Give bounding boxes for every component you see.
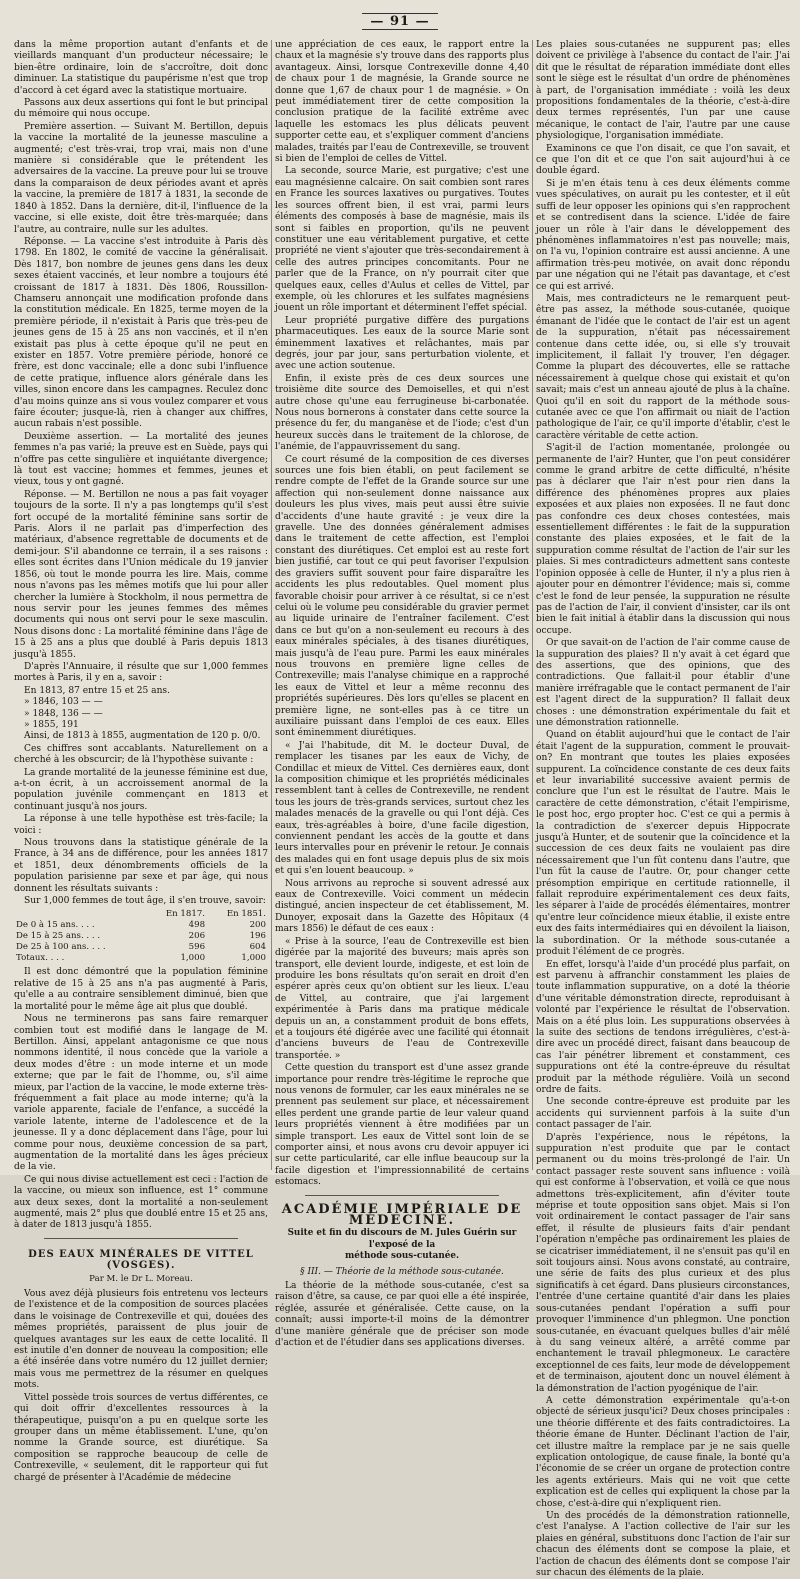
academy-subtitle: Suite et fin du discours de M. Jules Guérin sur l'exposé de la méthode sous-cutanée. (287, 1228, 517, 1262)
paragraph: Nous ne terminerons pas sans faire remarquer combien tout est modifié dans le langage de M. Bertillon. Ainsi, appelant antagonisme ce que nous nommons identité, il nous concède que la variole a deux modes d'être : un mode interne et un mode externe; que par le fait de l'homme, ou, s'il aime mieux, par l'action de la vaccine, le mode externe très-fréquemment a fait place au mode interne; qu'à la variole apparente, faciale de l'enfance, a succédé la variole latente, interne de l'adolescence et de la jeunesse. Il y a donc déplacement dans l'âge, pour lui comme pour nous, deuxième concession de sa part, augmentation de la mortalité dans les âges précieux de la vie. (14, 1014, 268, 1173)
paragraph: Sur 1,000 femmes de tout âge, il s'en trouve, savoir: (24, 896, 266, 907)
paragraph: Quand on établit aujourd'hui que le contact de l'air était l'agent de la suppuration, comment le prouvait-on? En montrant que toutes les plaies exposées suppurent. La coïncidence constante de ces deux faits et leur invariabilité successive avaient permis de conclure que l'un est le résultat de l'autre. Mais le caractère de cette démonstration, c'était l'empirisme, le post hoc, ergo propter hoc. C'est ce qui a permis à la contradiction de s'exercer depuis Hippocrate jusqu'à Hunter, et de soutenir que la coïncidence et la succession de ces deux faits ne voulaient pas dire nécessairement que l'un fût contenu dans l'autre, que l'un fût la cause de l'autre. Or, pour changer cette présomption empirique en certitude rationnelle, il fallait reproduire expérimentalement ces deux faits, les séparer à l'aide de procédés élémentaires, montrer qu'entre leur coïncidence mieux établie, il existe entre eux des faits intermédiaires qui en dévoilent la liaison, la subordination. Or la méthode sous-cutanée a produit l'élément de ce progrès. (536, 730, 790, 958)
paragraph: une appréciation de ces eaux, le rapport entre la chaux et la magnésie s'y trouve dans des rapports plus avantageux. Ainsi, lorsque Contrexeville donne 4,40 de chaux pour 1 de magnésie, la Grande source ne donne que 1,67 de chaux pour 1 de magnésie. » On peut immédiatement tirer de cette composition la conclusion pratique de la facilité extrême avec laquelle les estomacs les plus délicats peuvent supporter cette eau, et s'expliquer comment d'anciens malades, traités par l'eau de Contrexeville, se trouvent si bien de l'emploi de celles de Vittel. (275, 40, 529, 165)
paragraph: A cette démonstration expérimentale qu'a-t-on objecté de sérieux jusqu'ici? Deux choses principales : une théorie différente et des faits contradictoires. La théorie émane de Hunter. Déclinant l'action de l'air, cet illustre maître la remplace par je ne sais quelle explication ontologique, de cause finale, la bonté qu'a l'économie de se créer un organe de protection contre les agents extérieurs. Mais qui ne voit que cette explication est de celles qui expliquent la chose par la chose, c'est-à-dire qui n'expliquent rien. (536, 1395, 790, 1509)
paragraph: D'après l'expérience, nous le répétons, la suppuration n'est produite que par le contact permanent ou du moins très-prolongé de l'air. Un contact passager reste souvent sans influence : voilà qui est conforme à l'observation, et voilà ce que nous admettons très-explicitement, afin d'éviter toute méprise et toute opposition sans objet. Mais si l'on voit ordinairement le contact passager de l'air sans effet, il résulte de plusieurs faits d'air pendant l'opération n'empêche pas ordinairement les plaies de se cicatriser immédiatement, il ne s'ensuit pas qu'il en soit toujours ainsi. Nous avons constaté, au contraire, une série de faits des plus curieux et des plus significatifs à cet égard. Dans plusieurs circonstances, l'entrée d'une certaine quantité d'air dans les plaies sous-cutanées pendant l'opération a suffi pour provoquer l'imminence d'un phlegmon. Une ponction sous-cutanée, en évacuant quelques bulles d'air mêlé à du sang veineux altéré, a arrêté comme par enchantement le travail phlegmoneux. Le caractère exceptionnel de ces faits, leur mode de développement et de terminaison, ajoutent donc un nouvel élément à la démonstration de l'action pyogénique de l'air. (536, 1132, 790, 1394)
table-total-row: Totaux. . . . 1,000 1,000 (16, 953, 266, 964)
paragraph: Vous avez déjà plusieurs fois entretenu vos lecteurs de l'existence et de la composition de sources placées dans le voisinage de Contrexeville et qui, douées des mêmes propriétés, paraissent de plus jouir de quelques avantages sur les eaux de cette localité. Il est inutile d'en donner de nouveau la composition; elle a été insérée dans votre numéro du 12 juillet dernier; mais vous me permettrez de la résumer en quelques mots. (14, 1289, 268, 1391)
paragraph: Enfin, il existe près de ces deux sources une troisième dite source des Demoiselles, et qui n'est autre chose qu'une eau ferrugineuse bi-carbonatée. Nous nous bornerons à constater dans cette source la présence du fer, du manganèse et de l'iode; c'est d'un heureux succès dans le traitement de la chlorose, de l'anémie, de l'appauvrissement du sang. (275, 373, 529, 453)
paragraph: Examinons ce que l'on disait, ce que l'on savait, et ce que l'on dit et ce que l'on sait aujourd'hui à ce double égard. (536, 143, 790, 177)
paragraph: Ce court résumé de la composition de ces diverses sources une fois bien établi, on peut facilement se rendre compte de l'effet de la Grande source sur une affection qui non-seulement donne naissance aux douleurs les plus vives, mais peut aussi être suivie d'accidents d'une haute gravité : je veux dire la gravelle. Une des données généralement admises dans le traitement de cette affection, est l'emploi constant des diurétiques. Cet emploi est au reste fort bien justifié, car tout ce qui peut favoriser l'expulsion des graviers suffit souvent pour faire disparaître les accidents les plus redoutables. Quel moment plus favorable choisir pour arriver à ce résultat, si ce n'est celui où le volume peu considérable du gravier permet au liquide urinaire de l'entraîner facilement. C'est dans ce but qu'on a non-seulement eu recours à des eaux minérales spéciales, à des tisanes diurétiques, mais jusqu'à de l'eau pure. Parmi les eaux minérales nous trouvons en première ligne celles de Contrexeville; mais l'analyse chimique en a rapproché les eaux de Vittel et leur a même reconnu des propriétés supérieures. Dès lors qu'elles se placent en première ligne, ne sont-elles pas à ce titre un auxiliaire puissant dans l'emploi de ces eaux. Elles sont éminemment diurétiques. (275, 454, 529, 739)
paragraph: Or que savait-on de l'action de l'air comme cause de la suppuration des plaies? Il n'y avait à cet égard que des assertions, que des opinions, que des contradictions. Que fallait-il pour établir d'une manière irréfragable que le contact permanent de l'air est l'agent direct de la suppuration? Il fallait deux choses : une démonstration expérimentale du fait et une démonstration rationnelle. (536, 638, 790, 728)
paragraph: Il est donc démontré que la population féminine relative de 15 à 25 ans n'a pas augmenté à Paris, qu'elle a au contraire sensiblement diminué, bien que la mortalité pour le même âge ait plus que doublé. (14, 967, 268, 1012)
paragraph: « Prise à la source, l'eau de Contrexeville est bien digérée par la majorité des buveurs; mais après son transport, elle devient lourde, indigeste, et est loin de produire les bons résultats qu'on serait en droit d'en espérer après ceux qu'on obtient sur les lieux. L'eau de Vittel, au contraire, que j'ai largement expérimentée à Paris dans ma pratique médicale depuis un an, a constamment produit de bons effets, et a toujours été digérée avec une facilité qui étonnait d'anciens buveurs de l'eau de Contrexeville transportée. » (275, 936, 529, 1061)
paragraph: « J'ai l'habitude, dit M. le docteur Duval, de remplacer les tisanes par les eaux de Vichy, de Condillac et mieux de Vittel. Ces dernières eaux, dont la composition chimique et les propriétés médicinales ressemblent tant à celles de Contrexeville, ne rendent tous les jours de très-grands services, surtout chez les malades menacés de la gravelle ou qui l'ont déjà. Ces eaux, très-agréables à boire, d'une facile digestion, conviennent pendant les accès de la goutte et dans leurs intervalles pour en prévenir le retour. Je connais des malades qui en font usage depuis plus de six mois et qui s'en louent beaucoup. » (275, 740, 529, 877)
paragraph: La seconde, source Marie, est purgative; c'est une eau magnésienne calcaire. On sait combien sont rares en France les sources laxatives ou purgatives. Toutes les sources offrent bien, il est vrai, parmi leurs éléments des composés à base de magnésie, mais ils sont si faibles en proportion, qu'ils ne peuvent constituer une eau véritablement purgative, et cette propriété ne vient s'ajouter que très-secondairement à celle des autres principes concomitants. Pour ne parler que de la France, on n'y pourrait citer que quelques eaux, celles d'Aulus et celles de Vittel, par exemple, où les chlorures et les sulfates magnésiens jouent un rôle important et déterminent l'effet spécial. (275, 166, 529, 314)
section-rule (44, 1238, 238, 1239)
paragraph: La grande mortalité de la jeunesse féminine est due, a-t-on écrit, à un accroissement anormal de la population juvénile commençant en 1813 et continuant jusqu'à nos jours. (14, 767, 268, 812)
paragraph: Passons aux deux assertions qui font le but principal du mémoire qui nous occupe. (14, 98, 268, 120)
paragraph: Réponse. — La vaccine s'est introduite à Paris dès 1798. En 1802, le comité de vaccine la généralisait. Dès 1817, bon nombre de jeunes gens dans les deux sexes étaient vaccinés, et leur nombre a toujours été croissant de 1817 à 1831. Dès 1806, Roussillon-Chamseru annonçait une modification profonde dans la constitution médicale. En 1825, terme moyen de la première période, il n'existait à Paris que très-peu de jeunes gens de 15 à 25 ans non vaccinés, et il n'en existait pas plus à cette époque qu'il ne peut en exister en 1857. Votre première période, honoré ce frère, est donc vaccinale; elle a donc subi l'influence de cette pratique, influence alors générale dans les villes, sinon encore dans les campagnes. Reculez donc d'au moins quinze ans si vous voulez comparer et vous faire écouter; jusque-là, rien à changer aux chiffres, aucun rabais n'est possible. (14, 236, 268, 430)
year-row: » 1846, 103 — — (24, 697, 103, 708)
paragraph: La réponse à une telle hypothèse est très-facile; la voici : (14, 814, 268, 836)
paragraph: Une seconde contre-épreuve est produite par les accidents qui surviennent parfois à la suite d'un contact passager de l'air. (536, 1097, 790, 1131)
year-row: » 1848, 136 — — (24, 708, 103, 719)
paragraph: Vittel possède trois sources de vertus différentes, ce qui doit offrir d'excellentes ressources à la thérapeutique, puisqu'on a pu en quelque sorte les grouper dans un même établissement. L'une, qu'on nomme la Grande source, est diurétique. Sa composition se rapproche beaucoup de celle de Contrexeville, « seulement, dit le rapporteur qui fut chargé de présenter à l'Académie de médecine (14, 1392, 268, 1483)
table-row: De 15 à 25 ans. . . . 206 196 (16, 931, 266, 942)
column-divider (271, 40, 272, 1170)
academy-title: ACADÉMIE IMPÉRIALE DE MÉDECINE. (281, 1201, 523, 1229)
paragraph: Si je m'en étais tenu à ces deux éléments comme vues spéculatives, on aurait pu les contester, et il eût suffi de leur opposer les opinions qui s'en rapprochent et se contredisent dans la science. L'idée de faire jouer un rôle à l'air dans le développement des phénomènes inflammatoires n'est pas nouvelle; mais, on l'a vu, l'opinion contraire est aussi ancienne. A une affirmation très-peu motivée, on avait donc répondu par une négation qui ne l'était pas davantage, et c'est ce qui est arrivé. (536, 178, 790, 292)
year-row: En 1813, 87 entre 15 et 25 ans. (24, 685, 170, 696)
paragraph: Ainsi, de 1813 à 1855, augmentation de 120 p. 0/0. (24, 731, 261, 742)
paragraph: dans la même proportion autant d'enfants et de vieillards manquant d'un producteur nécessaire; le bien-être ordinaire, loin de s'accroître, doit donc diminuer. La statistique du paupérisme n'est que trop d'accord à cet égard avec la statistique mortuaire. (14, 40, 268, 96)
paragraph: Première assertion. — Suivant M. Bertillon, depuis la vaccine la mortalité de la jeunesse masculine a augmenté; c'est très-vrai, trop vrai, mais non d'une manière si considérable que le prétendent les adversaires de la vaccine. La preuve pour lui se trouve dans la comparaison de deux périodes avant et après la vaccine, la première de 1817 à 1831, la seconde de 1840 à 1852. Dans la dernière, dit-il, l'influence de la vaccine, si elle existe, doit être très-marquée; dans l'autre, au contraire, nulle sur les adultes. (14, 121, 268, 235)
column-2 (275, 40, 529, 1349)
section-heading: § III. — Théorie de la méthode sous-cutanée. (300, 1266, 504, 1277)
column-1 (14, 40, 268, 1483)
column-divider (532, 40, 533, 1170)
section-title: DES EAUX MINÉRALES DE VITTEL (VOSGES). (28, 1248, 254, 1272)
paragraph: D'après l'Annuaire, il résulte que sur 1,000 femmes mortes à Paris, il y en a, savoir : (14, 661, 268, 684)
year-list (14, 686, 268, 732)
paragraph: Leur propriété purgative diffère des purgations pharmaceutiques. Les eaux de la source Marie sont éminemment laxatives et relâchantes, mais par degrés, jour par jour, sans perturbation violente, et avec une action soutenue. (275, 315, 529, 372)
table-header-row: En 1817. En 1851. (165, 909, 266, 920)
paragraph: Ces chiffres sont accablants. Naturellement on a cherché à les obscurcir; de là l'hypothèse suivante : (14, 743, 268, 766)
paragraph: Les plaies sous-cutanées ne suppurent pas; elles doivent ce privilège à l'absence du contact de l'air. J'ai dit que le résultat de réparation immédiate dont elles sont le siège est le résultat d'un ordre de phénomènes à part, de l'organisation immédiate : voilà les deux propositions fondamentales de la théorie, c'est-à-dire deux termes représentés, l'un par une cause mécanique, le contact de l'air, l'autre par une cause physiologique, l'organisation immédiate. (536, 40, 790, 142)
paragraph: Réponse. — M. Bertillon ne nous a pas fait voyager toujours de la sorte. Il n'y a pas longtemps qu'il s'est fort occupé de la mortalité féminine sans sortir de Paris. Alors il ne parlait pas d'imperfection des matériaux, d'absence regrettable de documents et de demi-jour. S'il abandonne ce terrain, il a ses raisons : elles sont écrites dans l'Union médicale du 19 janvier 1856, où tout le monde pourra les lire. Mais, comme nous n'avons pas les mêmes motifs que lui pour aller chercher la lumière à Stockholm, il nous permettra de nous servir pour les jeunes femmes des mêmes documents qui nous ont servi pour le sexe masculin. Nous disons donc : La mortalité féminine dans l'âge de 15 à 25 ans a plus que doublé à Paris depuis 1813 jusqu'à 1855. (14, 489, 268, 660)
section-byline: Par M. le Dr L. Moreau. (89, 1273, 193, 1284)
paragraph: S'agit-il de l'action momentanée, prolongée ou permanente de l'air? Hunter, que l'on peut considérer comme le grand arbitre de cette difficulté, n'hésite pas à déclarer que l'air n'est pour rien dans la différence des phénomènes propres aux plaies exposées et aux plaies non exposées. Il ne faut donc pas confondre ces deux choses contestées, mais essentiellement différentes : le fait de la suppuration constante des plaies exposées, et le fait de la suppuration comme résultat de l'action de l'air sur les plaies. Si mes contradicteurs admettent sans conteste l'opinion opposée à celle de Hunter, il n'y a plus rien à ajouter pour en démontrer l'évidence; mais si, comme c'est le fond de leur pensée, la suppuration ne résulte pas de l'action de l'air, il convient d'insister, car ils ont bien le fait initial à établir dans la discussion qui nous occupe. (536, 443, 790, 636)
column-3 (536, 40, 790, 1579)
paragraph: Mais, mes contradicteurs ne le remarquent peut-être pas assez, la méthode sous-cutanée, quoique émanant de l'idée que le contact de l'air est un agent de la suppuration, n'était pas nécessairement contenue dans cette idée, ou, si elle s'y trouvait implicitement, il fallait l'y trouver, l'en dégager. Comme la plupart des découvertes, elle se rattache nécessairement à quelque chose qui existait et qu'on savait; mais c'est un anneau ajouté de plus à la chaîne. Quoi qu'il en soit du rapport de la méthode sous-cutanée avec ce que l'on affirmait ou niait de l'action pathologique de l'air, ce qu'il importe d'établir, c'est le caractère véritable de cette action. (536, 293, 790, 441)
population-table (14, 909, 268, 964)
paragraph: Cette question du transport est d'une assez grande importance pour rendre très-légitime le reproche que nous venons de formuler, car les eaux minérales ne se prennent pas seulement sur place, et nécessairement elles perdent une grande partie de leur valeur quand leurs propriétés viennent à être modifiées par un simple transport. Les eaux de Vittel sont loin de se comporter ainsi, et nous avons cru devoir appuyer ici sur cette particularité, car elle influe beaucoup sur la facile digestion et l'impressionnabilité de certains estomacs. (275, 1063, 529, 1188)
paragraph: Deuxième assertion. — La mortalité des jeunes femmes n'a pas varié; la preuve est en Suède, pays qui n'offre pas cette singulière et inquiétante divergence; là tout est vaccine; hommes et femmes, jeunes et vieux, tous y ont gagné. (14, 431, 268, 488)
paragraph: Ce qui nous divise actuellement est ceci : l'action de la vaccine, ou mieux son influence, est 1° commune aux deux sexes, dont la mortalité a non-seulement augmenté, mais 2° plus que doublé entre 15 et 25 ans, à dater de 1813 jusqu'à 1855. (14, 1174, 268, 1231)
paragraph: La théorie de la méthode sous-cutanée, c'est sa raison d'être, sa cause, ce par quoi elle a été inspirée, réglée, assurée et généralisée. Cette cause, on la connaît; aussi importe-t-il moins de la démontrer d'une manière générale que de préciser son mode d'action et de l'étudier dans ses applications diverses. (275, 1281, 529, 1349)
table-row: De 0 à 15 ans. . . . 498 200 (16, 920, 266, 931)
paragraph: Nous arrivons au reproche si souvent adressé aux eaux de Contrexeville. Voici comment un médecin distingué, ancien inspecteur de cet établissement, M. Dunoyer, exposait dans la Gazette des Hôpitaux (4 mars 1856) le défaut de ces eaux : (275, 878, 529, 935)
table-row: De 25 à 100 ans. . . . 596 604 (16, 942, 266, 953)
year-row: » 1855, 191 (24, 719, 79, 730)
paragraph: Un des procédés de la démonstration rationnelle, c'est l'analyse. A l'action collective de l'air sur les plaies en général, substituons donc l'action de l'air sur chacun des éléments dont se compose la plaie, et l'action de chacun des éléments dont se compose l'air sur chacun des éléments de la plaie. (536, 1511, 790, 1579)
paragraph: Nous trouvons dans la statistique générale de la France, à 34 ans de différence, pour les années 1817 et 1851, deux dénombrements officiels de la population parisienne par sexe et par âge, qui nous donnent les résultats suivants : (14, 838, 268, 894)
section-rule (305, 1195, 499, 1196)
page-number: — 91 — (0, 14, 800, 29)
paragraph: En effet, lorsqu'à l'aide d'un procédé plus parfait, on est parvenu à affranchir constamment les plaies de toute inflammation suppurative, on a doté la théorie d'une véritable démonstration directe, reproduisant à volonté par l'expérience le résultat de l'observation. Mais on a été plus loin. Les suppurations observées à la suite des sections de tendons irrégulières, c'est-à-dire avec un procédé direct, faisant dans beaucoup de cas l'air pénétrer librement et constamment, ces suppurations ont été la contre-épreuve du résultat produit par la méthode régulière. Voilà un second ordre de faits. (536, 959, 790, 1095)
